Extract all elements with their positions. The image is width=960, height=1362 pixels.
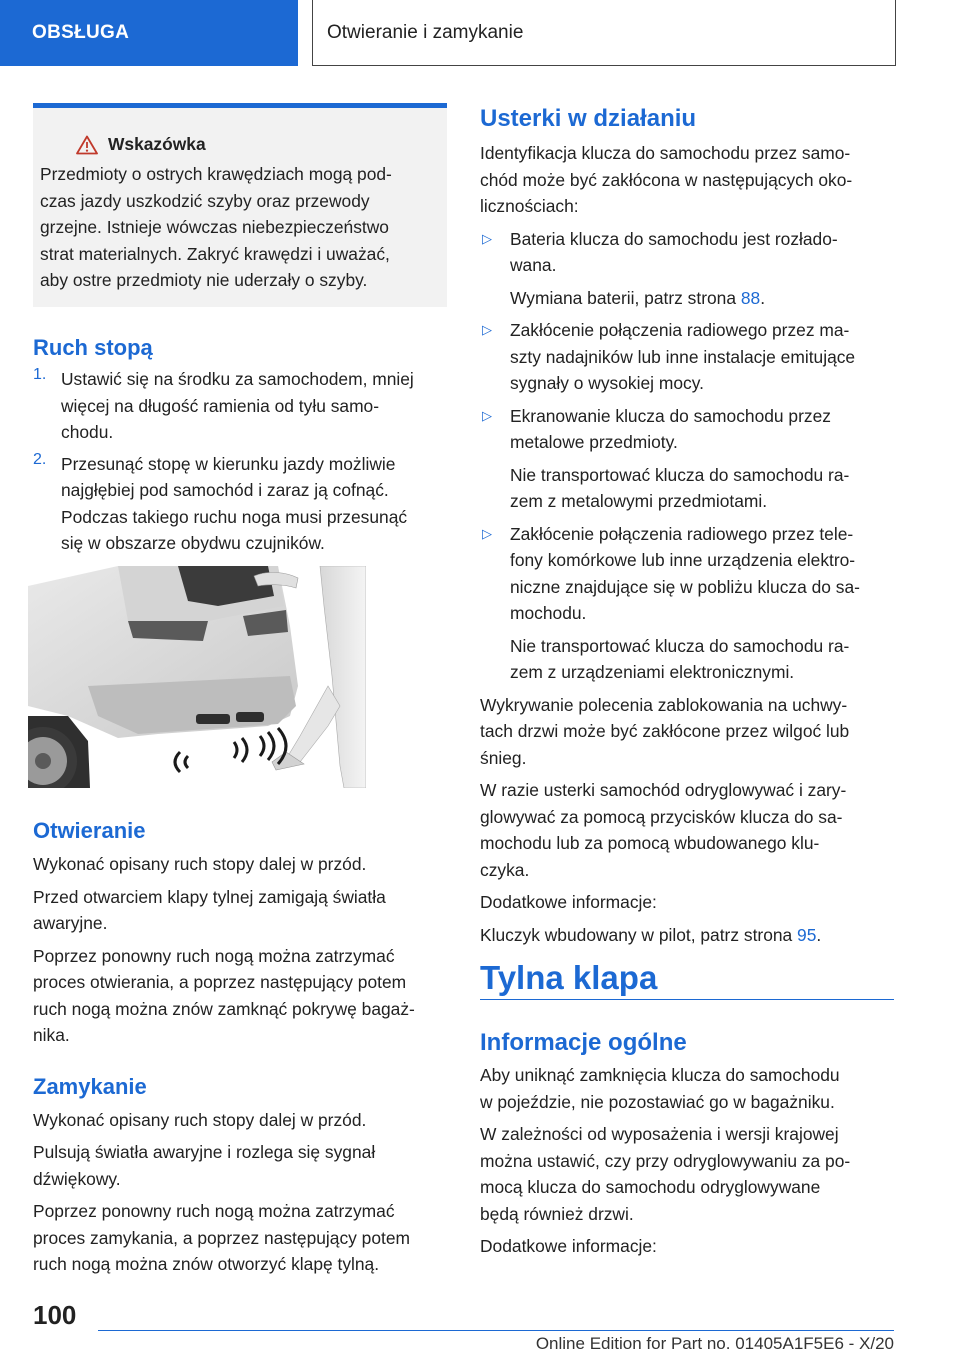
paragraph-line: W razie usterki samochód odryglowywać i zary- — [480, 780, 847, 800]
bullet-sub — [510, 285, 838, 312]
bullet-sub-line: Nie transportować klucza do samochodu ra- — [510, 464, 850, 485]
page-number: 100 — [33, 1300, 77, 1330]
kluczyk-text: Kluczyk wbudowany w pilot, patrz strona — [480, 924, 798, 945]
step-number: 2. — [33, 450, 47, 468]
step-line: najgłębiej pod samochód i zaraz ją cofnąć. — [61, 480, 389, 500]
paragraph-line: można ustawić, czy przy odryglowywaniu za po- — [480, 1150, 851, 1171]
tylna-section — [480, 958, 894, 998]
paragraph-line: Pulsują światła awaryjne i rozlega się sygnał — [33, 1142, 376, 1162]
ruch-section — [33, 334, 447, 557]
section-rule — [480, 999, 894, 1000]
step-line: Przesunąć stopę w kierunku jazdy możliwie — [61, 453, 396, 474]
paragraph-line: Identyfikacja klucza do samochodu przez samo- — [480, 143, 851, 163]
footer-rule — [98, 1330, 894, 1331]
bullet-line: Zakłócenie połączenia radiowego przez ma- — [510, 320, 850, 340]
usterki-section — [480, 104, 894, 948]
paragraph-line: glowywać za pomocą przycisków klucza do sa- — [480, 806, 843, 827]
paragraph-line: Poprzez ponowny ruch nogą można zatrzymać — [33, 945, 395, 966]
paragraph: Wykonać opisany ruch stopy dalej w przód. — [33, 1109, 367, 1130]
bullet-line: fony komórkowe lub inne urządzenia elektro- — [510, 550, 856, 570]
zamykanie-heading: Zamykanie — [33, 1073, 147, 1099]
warning-line: Przedmioty o ostrych krawędziach mogą pod- — [40, 164, 392, 184]
bullet-arrow-icon: ▷ — [482, 322, 492, 337]
ruch-heading: Ruch stopą — [33, 335, 153, 360]
paragraph-line: ruch nogą można znów zamknąć pokrywę bagaż- — [33, 998, 415, 1019]
paragraph-line: chód może być zakłócona w następujących oko- — [480, 169, 853, 190]
bullet-item — [480, 317, 894, 397]
bullet-line: metalowe przedmioty. — [510, 432, 678, 452]
paragraph-line: awaryjne. — [33, 913, 108, 933]
step-2 — [33, 451, 447, 557]
warning-heading — [76, 134, 439, 155]
paragraph-line: ruch nogą można znów otworzyć klapę tylną. — [33, 1254, 380, 1274]
bullet-item — [480, 226, 894, 312]
step-1 — [33, 366, 447, 446]
paragraph-line: proces otwierania, a poprzez następujący potem — [33, 972, 407, 992]
step-line: Ustawić się na środku za samochodem, mniej — [61, 369, 414, 389]
paragraph: Dodatkowe informacje: — [480, 892, 657, 912]
bullet-line: niczne znajdujące się w pobliżu klucza do sa- — [510, 576, 860, 597]
warning-box — [33, 103, 447, 307]
otwieranie-section — [33, 817, 447, 1278]
section-tab: OBSŁUGA — [0, 0, 298, 66]
bullet-line: sygnały o wysokiej mocy. — [510, 373, 704, 393]
page-link-88[interactable]: 88 — [740, 287, 761, 308]
page-link-95[interactable]: 95 — [797, 924, 817, 945]
bullet-sub-line: zem z metalowymi przedmiotami. — [510, 491, 768, 511]
paragraph-line: Poprzez ponowny ruch nogą można zatrzymać — [33, 1201, 395, 1221]
paragraph-line: licznościach: — [480, 196, 579, 216]
bullet-line: Bateria klucza do samochodu jest rozłado- — [510, 228, 838, 249]
paragraph-line: będą również drzwi. — [480, 1203, 634, 1224]
informacje-heading: Informacje ogólne — [480, 1029, 687, 1056]
chapter-title: Otwieranie i zamykanie — [312, 0, 896, 66]
paragraph-line: Przed otwarciem klapy tylnej zamigają światła — [33, 886, 386, 907]
paragraph-line: śnieg. — [480, 747, 527, 768]
paragraph-line: tach drzwi może być zakłócone przez wilgoć lub — [480, 721, 850, 741]
paragraph: Dodatkowe informacje: — [480, 1236, 657, 1256]
paragraph-line: dźwiękowy. — [33, 1168, 121, 1189]
kluczyk-end: . — [816, 924, 822, 945]
step-line: Podczas takiego ruchu noga musi przesunąć — [61, 506, 408, 527]
warning-line: czas jazdy uszkodzić szyby oraz przewody — [40, 190, 370, 211]
paragraph — [480, 922, 894, 949]
warning-heading-text: Wskazówka — [108, 134, 206, 154]
bullet-sub-end: . — [760, 287, 766, 308]
step-line: chodu. — [61, 422, 114, 442]
paragraph-line: w pojeździe, nie pozostawiać go w bagażniku. — [480, 1091, 835, 1112]
paragraph-line: Aby uniknąć zamknięcia klucza do samochodu — [480, 1065, 840, 1085]
warning-triangle-icon — [76, 135, 98, 155]
bullet-arrow-icon: ▷ — [482, 525, 492, 541]
bullet-line: szty nadajników lub inne instalacje emitujące — [510, 346, 856, 367]
warning-line: aby ostre przedmioty nie uderzały o szyby. — [40, 270, 368, 290]
warning-line: strat materialnych. Zakryć krawędzi i uważać, — [40, 243, 390, 264]
informacje-section — [480, 1028, 894, 1260]
bullet-line: Zakłócenie połączenia radiowego przez tele- — [510, 523, 854, 544]
foot-gesture-illustration — [28, 566, 366, 788]
step-line: się w obszarze obydwu czujników. — [61, 533, 325, 553]
bullet-line: Ekranowanie klucza do samochodu przez — [510, 405, 831, 426]
paragraph: Wykonać opisany ruch stopy dalej w przód. — [33, 854, 367, 874]
paragraph-line: proces zamykania, a poprzez następujący potem — [33, 1227, 410, 1248]
bullet-item — [480, 403, 894, 515]
paragraph-line: mochodu lub za pomocą wbudowanego klu- — [480, 833, 820, 853]
step-number: 1. — [33, 366, 47, 383]
step-line: więcej na długość ramienia od tyłu samo- — [61, 395, 380, 416]
bullet-sub-line: zem z urządzeniami elektronicznymi. — [510, 662, 795, 682]
bullet-sub-line: Nie transportować klucza do samochodu ra- — [510, 635, 850, 656]
bullet-line: mochodu. — [510, 603, 587, 623]
paragraph-line: Wykrywanie polecenia zablokowania na uchwy- — [480, 694, 848, 715]
paragraph-line: W zależności od wyposażenia i wersji krajowej — [480, 1124, 839, 1144]
bullet-arrow-icon: ▷ — [482, 407, 492, 423]
tylna-heading: Tylna klapa — [480, 959, 658, 996]
edition-footer: Online Edition for Part no. 01405A1F5E6 - X/20 — [535, 1334, 894, 1353]
bullet-item — [480, 521, 894, 686]
otwieranie-heading: Otwieranie — [33, 818, 146, 843]
warning-line: grzejne. Istnieje wówczas niebezpieczeństwo — [40, 217, 389, 237]
usterki-heading: Usterki w działaniu — [480, 105, 697, 132]
bullet-sub-text: Wymiana baterii, patrz strona — [510, 287, 741, 308]
paragraph-line: czyka. — [480, 859, 530, 880]
paragraph-line: nika. — [33, 1025, 70, 1045]
paragraph-line: mocą klucza do samochodu odryglowywane — [480, 1177, 821, 1197]
bullet-line: wana. — [510, 255, 557, 275]
bullet-arrow-icon: ▷ — [482, 230, 492, 246]
